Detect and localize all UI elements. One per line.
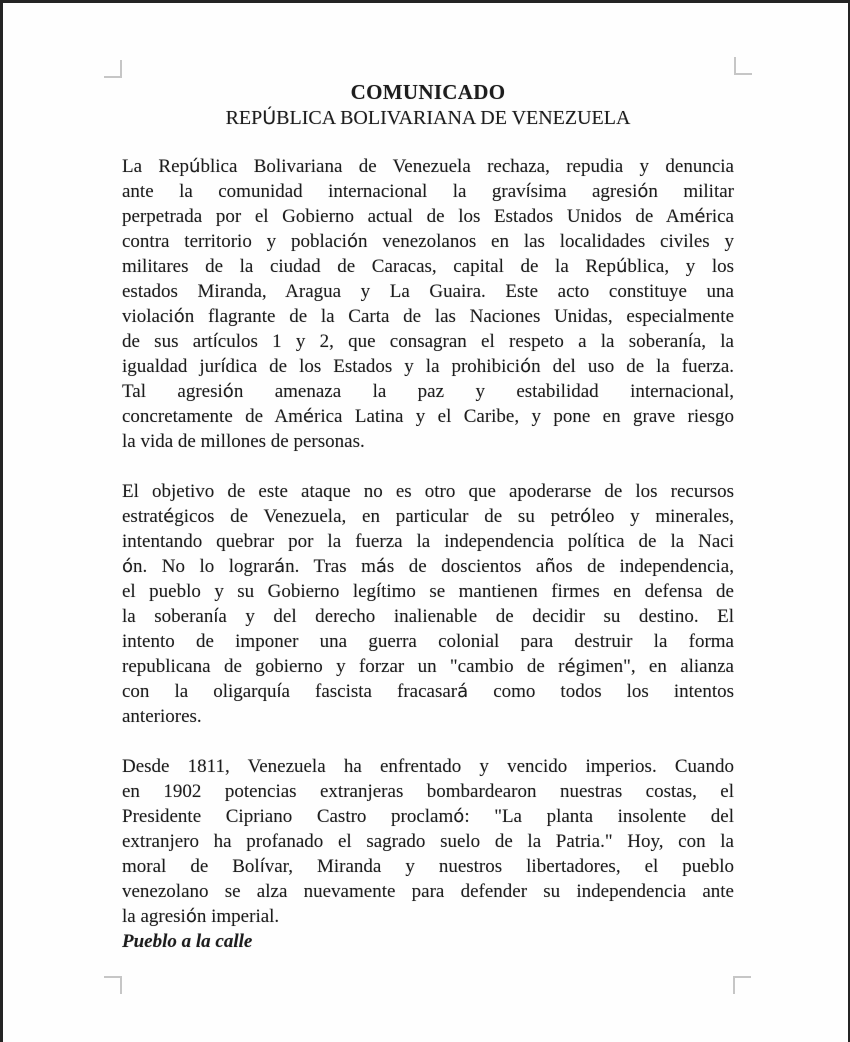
- text-line: la soberanía y del derecho inalienable de decidir su destino. El: [122, 606, 734, 627]
- fallback-glyph: í: [376, 581, 382, 602]
- crop-mark-top-left-icon: [104, 60, 122, 78]
- text-line: Tal agresión amenaza la paz y estabilidad internacional,: [122, 381, 734, 402]
- fallback-glyph: ó: [580, 506, 592, 527]
- document-subtitle: REPÚBLICA BOLIVARIANA DE VENEZUELA: [225, 107, 631, 129]
- text-line: Desde 1811, Venezuela ha enfrentado y vencido imperios. Cuando: [122, 756, 734, 777]
- fallback-glyph: í: [259, 856, 265, 877]
- paragraph: [122, 154, 734, 454]
- fallback-glyph: í: [212, 331, 218, 352]
- fallback-glyph: á: [457, 681, 469, 702]
- text-line: concretamente de América Latina y el Caribe, y pone en grave riesgo: [122, 406, 734, 427]
- document-title: COMUNICADO: [350, 80, 506, 104]
- fallback-glyph: í: [592, 531, 598, 552]
- fallback-glyph: ó: [173, 306, 185, 327]
- text-line: moral de Bolívar, Miranda y nuestros libertadores, el pueblo: [122, 856, 734, 877]
- fallback-glyph: í: [276, 681, 282, 702]
- crop-mark-top-right-icon: [734, 57, 752, 75]
- text-line: La República Bolivariana de Venezuela rechaza, repudia y denuncia: [122, 156, 734, 177]
- paragraph: [122, 929, 734, 954]
- text-line: republicana de gobierno y forzar un "cambio de régimen", en alianza: [122, 656, 734, 677]
- text-line: igualdad jurídica de los Estados y la prohibición del uso de la fuerza.: [122, 356, 734, 377]
- fallback-glyph: ó: [520, 356, 532, 377]
- document-content: [122, 79, 734, 954]
- fallback-glyph: ú: [615, 256, 628, 277]
- text-line: violación flagrante de la Carta de las Naciones Unidas, especialmente: [122, 306, 734, 327]
- document-body: [122, 154, 734, 954]
- fallback-glyph: í: [213, 606, 219, 627]
- text-line: venezolano se alza nuevamente para defender su independencia ante: [122, 881, 734, 902]
- crop-mark-bottom-right-icon: [733, 976, 751, 994]
- fallback-glyph: é: [163, 506, 175, 527]
- text-line: El objetivo de este ataque no es otro que apoderarse de los recursos: [122, 481, 734, 502]
- crop-mark-bottom-left-icon: [104, 976, 122, 994]
- fallback-glyph: ó: [637, 181, 649, 202]
- text-line: la agresión imperial.: [122, 906, 280, 927]
- text-line: Pueblo a la calle: [122, 931, 253, 952]
- text-line: en 1902 potencias extranjeras bombardearon nuestras costas, el: [122, 781, 734, 802]
- text-line: con la oligarquía fascista fracasará como todos los intentos: [122, 681, 734, 702]
- text-line: extranjero ha profanado el sagrado suelo de la Patria." Hoy, con la: [122, 831, 734, 852]
- fallback-glyph: ó: [185, 906, 197, 927]
- text-line: estratégicos de Venezuela, en particular de su petróleo y minerales,: [122, 506, 734, 527]
- text-line: intentando quebrar por la fuerza la independencia política de la Naci: [122, 531, 734, 552]
- fallback-glyph: í: [687, 331, 693, 352]
- paragraph: [122, 479, 734, 729]
- fallback-glyph: ó: [453, 806, 465, 827]
- fallback-glyph: Ú: [262, 107, 277, 129]
- text-line: estados Miranda, Aragua y La Guaira. Este acto constituye una: [122, 281, 734, 302]
- text-line: contra territorio y población venezolanos en las localidades civiles y: [122, 231, 734, 252]
- text-line: perpetrada por el Gobierno actual de los Estados Unidos de América: [122, 206, 734, 227]
- text-line: ón. No lo lograrán. Tras más de doscientos años de independencia,: [122, 556, 734, 577]
- fallback-glyph: á: [375, 556, 387, 577]
- text-line: Presidente Cipriano Castro proclamó: "La planta insolente del: [122, 806, 735, 827]
- text-line: anteriores.: [122, 706, 202, 727]
- fallback-glyph: á: [274, 556, 286, 577]
- text-line: ante la comunidad internacional la gravísima agresión militar: [122, 181, 735, 202]
- text-line: de sus artículos 1 y 2, que consagran el respeto a la soberanía, la: [122, 331, 734, 352]
- fallback-glyph: ó: [122, 556, 134, 577]
- text-line: intento de imponer una guerra colonial para destruir la forma: [122, 631, 734, 652]
- text-line: militares de la ciudad de Caracas, capital de la República, y los: [122, 256, 734, 277]
- fallback-glyph: ñ: [544, 556, 556, 577]
- fallback-glyph: é: [302, 406, 314, 427]
- text-line: la vida de millones de personas.: [122, 431, 365, 452]
- fallback-glyph: ú: [189, 156, 201, 177]
- fallback-glyph: ó: [222, 381, 234, 402]
- paragraph: [122, 754, 734, 929]
- text-line: el pueblo y su Gobierno legítimo se mantienen firmes en defensa de: [122, 581, 734, 602]
- fallback-glyph: í: [220, 356, 226, 377]
- fallback-glyph: é: [564, 656, 576, 677]
- fallback-glyph: é: [694, 206, 706, 227]
- fallback-glyph: ó: [346, 231, 358, 252]
- fallback-glyph: í: [525, 181, 531, 202]
